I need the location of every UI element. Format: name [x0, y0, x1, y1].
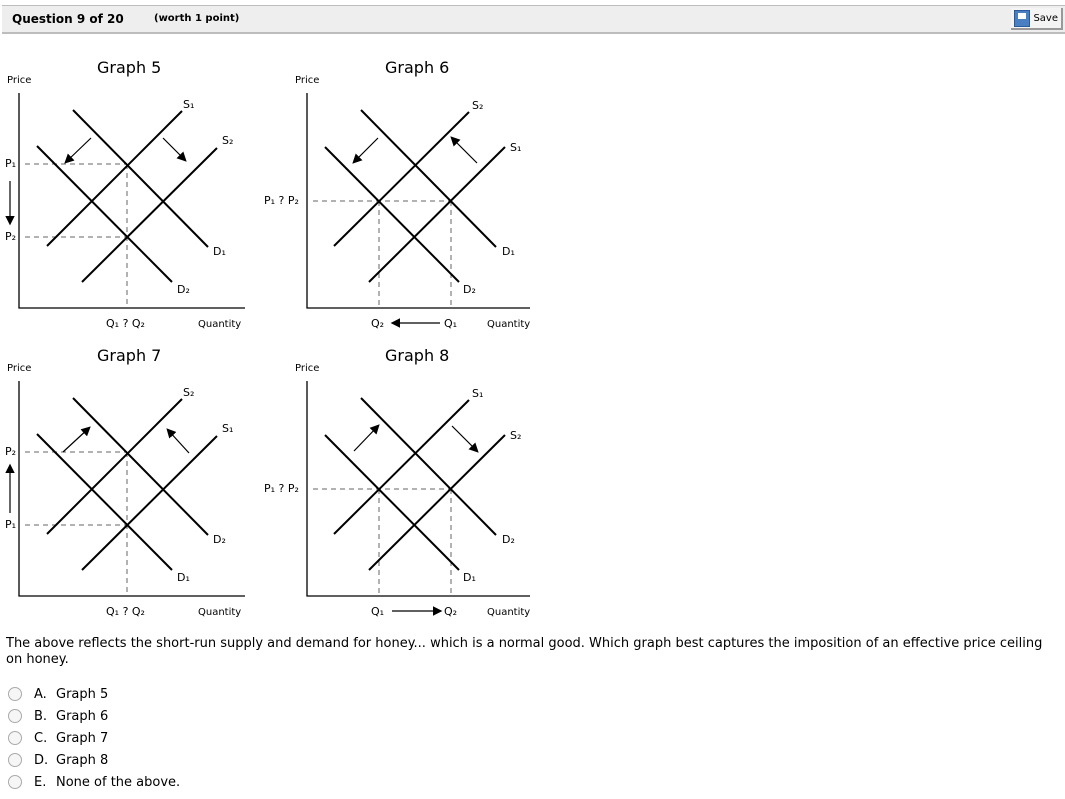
supply-curve	[361, 110, 496, 247]
graph-label-price: Price	[295, 75, 320, 86]
demand-curve	[73, 110, 208, 247]
shift-arrow-icon	[66, 138, 91, 162]
graph-label-q-left: Q₁	[371, 605, 385, 618]
demand-curve	[334, 112, 469, 246]
graph-label-p-bottom: P₁	[5, 518, 17, 531]
graph-label-d-lower: D₁	[177, 571, 190, 584]
graph-label-quantity: Quantity	[487, 607, 531, 618]
graph-label-price: Price	[295, 363, 320, 374]
supply-curve	[47, 399, 182, 534]
question-worth: (worth 1 point)	[154, 13, 240, 24]
supply-curve	[369, 147, 505, 282]
option-letter: E.	[34, 774, 47, 790]
axes	[19, 93, 245, 308]
demand-curve	[73, 398, 208, 535]
shift-arrow-icon	[452, 426, 477, 451]
graph-label-s-second: S₁	[222, 422, 234, 435]
option-text: Graph 6	[56, 708, 109, 724]
option-c[interactable]	[8, 727, 180, 749]
graph-label-d-right: D₁	[502, 245, 515, 258]
graph-7	[0, 343, 290, 623]
graph-label-title: Graph 7	[97, 346, 162, 365]
graph-label-q-right: Q₁	[444, 317, 458, 330]
graph-label-d-right: D₂	[502, 533, 515, 546]
graph-5	[0, 55, 290, 335]
option-b[interactable]	[8, 705, 180, 727]
graph-label-d-right: D₁	[213, 245, 226, 258]
graph-plot	[0, 343, 290, 623]
graph-8	[250, 343, 540, 623]
option-text: None of the above.	[56, 774, 181, 790]
graph-label-p-eq: P₁ ? P₂	[264, 482, 299, 495]
option-letter: A.	[34, 686, 47, 702]
supply-curve	[82, 436, 217, 570]
graph-label-d-lower: D₂	[463, 283, 476, 296]
axes	[19, 381, 245, 596]
option-a[interactable]	[8, 683, 180, 705]
question-number: Question 9 of 20	[12, 12, 124, 26]
graph-label-quantity: Quantity	[487, 319, 531, 330]
shift-arrow-icon	[452, 138, 477, 163]
radio-button[interactable]	[8, 731, 22, 745]
graph-label-d-lower: D₂	[177, 283, 190, 296]
radio-button[interactable]	[8, 775, 22, 789]
save-button[interactable]	[1011, 8, 1063, 30]
graph-label-d-lower: D₁	[463, 571, 476, 584]
save-icon	[1014, 10, 1030, 27]
option-text: Graph 8	[56, 752, 109, 768]
question-header	[2, 5, 1065, 34]
graph-label-title: Graph 8	[385, 346, 450, 365]
graph-label-q-mid: Q₁ ? Q₂	[106, 605, 145, 618]
option-text: Graph 7	[56, 730, 109, 746]
demand-curve	[325, 435, 459, 570]
graph-label-d-right: D₂	[213, 533, 226, 546]
graph-label-q-mid: Q₁ ? Q₂	[106, 317, 145, 330]
demand-curve	[334, 400, 469, 534]
graph-label-s-top: S₂	[472, 99, 484, 112]
shift-arrow-icon	[63, 428, 89, 452]
graph-label-p-eq: P₁ ? P₂	[264, 194, 299, 207]
graph-label-p-top: P₁	[5, 157, 17, 170]
question-text: The above reflects the short-run supply and demand for honey... which is a normal good. Which graph best captures the imposition of an effective price ceiling on honey.	[6, 636, 1043, 667]
graph-label-s-top: S₂	[183, 386, 195, 399]
option-letter: C.	[34, 730, 48, 746]
graph-label-quantity: Quantity	[198, 319, 242, 330]
shift-arrow-icon	[354, 426, 378, 451]
option-e[interactable]	[8, 771, 180, 793]
graph-label-price: Price	[7, 75, 32, 86]
graph-plot	[0, 55, 290, 335]
option-text: Graph 5	[56, 686, 109, 702]
graph-label-s-second: S₂	[222, 134, 234, 147]
graph-label-title: Graph 5	[97, 58, 162, 77]
graph-label-s-second: S₁	[510, 141, 522, 154]
supply-curve	[82, 148, 217, 282]
graph-label-s-top: S₁	[472, 387, 484, 400]
graph-label-price: Price	[7, 363, 32, 374]
option-d[interactable]	[8, 749, 180, 771]
graph-label-p-bottom: P₂	[5, 230, 17, 243]
option-letter: B.	[34, 708, 48, 724]
answer-options	[8, 683, 180, 793]
demand-curve	[325, 147, 459, 282]
graph-label-title: Graph 6	[385, 58, 450, 77]
graph-label-s-top: S₁	[183, 98, 195, 111]
option-letter: D.	[34, 752, 49, 768]
supply-curve	[369, 435, 505, 570]
radio-button[interactable]	[8, 687, 22, 701]
supply-curve	[47, 111, 182, 246]
shift-arrow-icon	[168, 430, 189, 453]
graph-label-quantity: Quantity	[198, 607, 242, 618]
graph-label-p-top: P₂	[5, 445, 17, 458]
graph-6	[250, 55, 540, 335]
supply-curve	[361, 398, 496, 535]
shift-arrow-icon	[354, 138, 378, 162]
shift-arrow-icon	[163, 138, 185, 160]
graph-label-q-left: Q₂	[371, 317, 385, 330]
save-label: Save	[1033, 12, 1058, 24]
graph-label-q-right: Q₂	[444, 605, 458, 618]
graph-label-s-second: S₂	[510, 429, 522, 442]
radio-button[interactable]	[8, 753, 22, 767]
radio-button[interactable]	[8, 709, 22, 723]
